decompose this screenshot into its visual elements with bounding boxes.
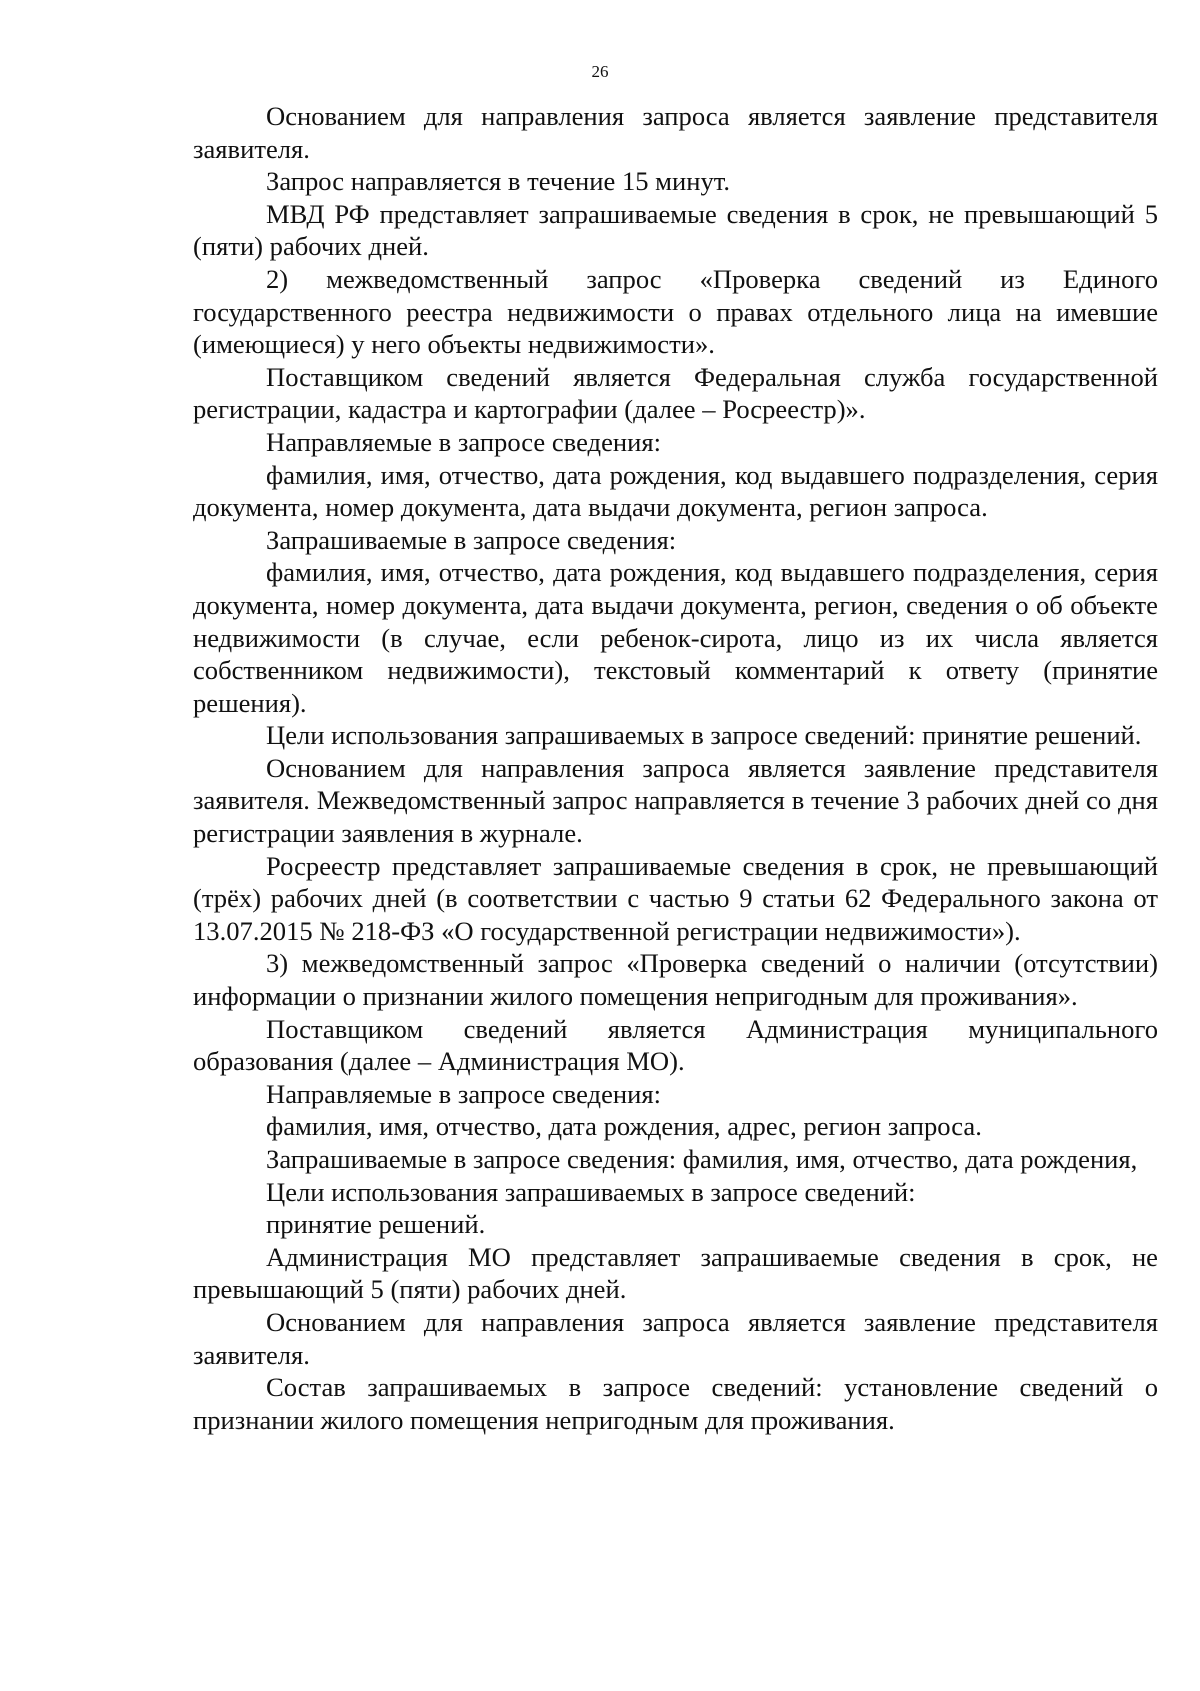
paragraph: Основанием для направления запроса является заявление представителя заявителя. [193, 101, 1158, 164]
paragraph: 2) межведомственный запрос «Проверка сведений из Единого государственного реестра недвижимости о правах отдельного лица на имевшие (имеющиеся) у него объекты недвижимости». [193, 263, 1158, 360]
paragraph: Поставщиком сведений является Администрация муниципального образования (далее – Администрация МО). [193, 1013, 1158, 1077]
body-text [193, 100, 1158, 1436]
paragraph: фамилия, имя, отчество, дата рождения, код выдавшего подразделения, серия документа, номер документа, дата выдачи документа, регион, сведения о об объекте недвижимости (в случае, если ребенок-сирота, лицо из их числа является собственником недвижимости), текстовый комментарий к ответу (принятие решения). [193, 557, 1158, 718]
paragraph: фамилия, имя, отчество, дата рождения, адрес, регион запроса. [266, 1111, 982, 1142]
paragraph: Запрос направляется в течение 15 минут. [266, 166, 731, 197]
paragraph: Цели использования запрашиваемых в запросе сведений: [266, 1176, 916, 1207]
paragraph: принятие решений. [266, 1209, 486, 1240]
paragraph: Поставщиком сведений является Федеральная служба государственной регистрации, кадастра и картографии (далее – Росреестр)». [193, 361, 1158, 425]
paragraph: фамилия, имя, отчество, дата рождения, код выдавшего подразделения, серия документа, номер документа, дата выдачи документа, регион запроса. [193, 459, 1158, 523]
paragraph: Администрация МО представляет запрашиваемые сведения в срок, не превышающий 5 (пяти) рабочих дней. [193, 1241, 1158, 1305]
paragraph: Запрашиваемые в запросе сведения: [266, 524, 677, 555]
paragraph: Росреестр представляет запрашиваемые сведения в срок, не превышающий (трёх) рабочих дней (в соответствии с частью 9 статьи 62 Федерального закона от 13.07.2015 № 218-ФЗ «О государственной регистрации недвижимости»). [193, 850, 1158, 946]
paragraph: Состав запрашиваемых в запросе сведений: установление сведений о признании жилого помещения непригодным для проживания. [193, 1372, 1158, 1435]
paragraph: Направляемые в запросе сведения: [266, 426, 661, 457]
paragraph: Основанием для направления запроса является заявление представителя заявителя. [193, 1306, 1158, 1370]
paragraph: Цели использования запрашиваемых в запросе сведений: принятие решений. [266, 720, 1142, 751]
paragraph: Основанием для направления запроса является заявление представителя заявителя. Межведомственный запрос направляется в течение 3 рабочих дней со дня регистрации заявления в журнале. [193, 752, 1158, 849]
page-number: 26 [591, 62, 609, 81]
paragraph: Запрашиваемые в запросе сведения: фамилия, имя, отчество, дата рождения, [266, 1144, 1138, 1174]
paragraph: МВД РФ представляет запрашиваемые сведения в срок, не превышающий 5 (пяти) рабочих дней. [193, 198, 1158, 262]
paragraph: Направляемые в запросе сведения: [266, 1078, 661, 1109]
paragraph: 3) межведомственный запрос «Проверка сведений о наличии (отсутствии) информации о признании жилого помещения непригодным для проживания». [193, 948, 1158, 1012]
